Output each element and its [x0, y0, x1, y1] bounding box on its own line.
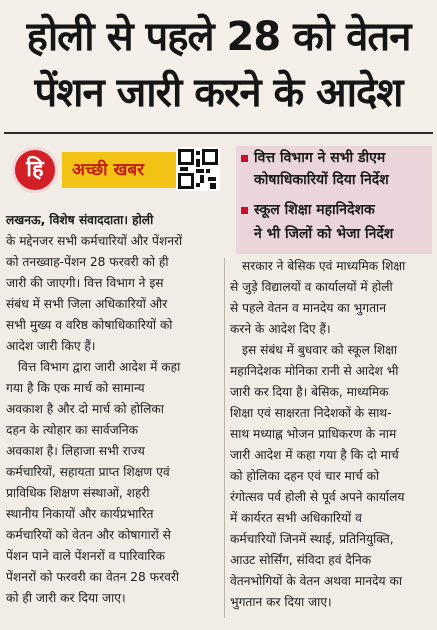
right-line: महानिदेशक मोनिका रानी से आदेश भी	[230, 364, 399, 378]
bullet-1-line-2: कोषाधिकारियों दिया निर्देश	[254, 172, 389, 188]
left-line: को तनख्वाह-पेंशन 28 फरवरी को ही	[6, 255, 169, 269]
right-line: कर्मचारियों जिनमें स्थाई, प्रतिनियुक्ति,	[230, 532, 394, 546]
right-line: को होलिका दहन एवं चार मार्च को	[230, 469, 380, 483]
right-line: भुगतान कर दिया जाए।	[230, 595, 332, 609]
bullet-square-icon	[241, 155, 248, 162]
bullet-2-line-1: स्कूल शिक्षा महानिदेशक	[254, 202, 375, 218]
right-line: शिक्षा एवं साक्षरता निदेशकों के साथ-	[230, 406, 392, 420]
left-line: को ही जारी कर दिया जाए।	[6, 591, 126, 605]
left-line: पेंशन पाने वाले पेंशनरों व पारिवारिक	[6, 549, 165, 563]
right-line: में कार्यरत सभी अधिकारियों व	[230, 511, 362, 525]
left-line: प्राविधिक शिक्षण संस्थाओं, शहरी	[6, 486, 150, 500]
right-line: रंगोत्सव पर्व होली से पूर्व अपने कार्यालय	[230, 490, 405, 504]
left-line: जारी की जाएगी। वित्त विभाग ने इस	[6, 276, 164, 290]
headline-block	[0, 0, 437, 130]
headline-divider	[4, 132, 433, 134]
right-line: आउट सोर्सिंग, संविदा हवं दैनिक	[230, 553, 372, 567]
right-line: जारी आदेश में कहा गया है कि दो मार्च	[230, 448, 399, 462]
left-line: कर्मचारियों को वेतन और कोषागारों से	[6, 528, 171, 542]
left-line: आदेश जारी किए हैं।	[6, 339, 96, 353]
left-line: स्थानीय निकायों और कार्यप्रभारित	[6, 507, 154, 521]
qr-code-icon	[176, 147, 220, 191]
bullet-square-icon	[241, 207, 248, 214]
hindustan-logo: हि	[12, 147, 58, 193]
right-line: जारी कर दिया है। बेसिक, माध्यमिक	[230, 385, 389, 399]
right-line: करने के आदेश दिए हैं।	[230, 322, 331, 336]
right-line: से पहले वेतन व मानदेय का भुगतान	[230, 301, 386, 315]
right-line: वेतनभोगियों के वेतन अथवा मानदेय का	[230, 574, 402, 588]
left-column	[6, 210, 220, 609]
left-line: वित्त विभाग द्वारा जारी आदेश में कहा	[18, 360, 181, 374]
left-line: सभी मुख्य व वरिष्ठ कोषाधिकारियों को	[6, 318, 173, 332]
right-line: से जुड़े विद्यालयों व कार्यालयों में होली	[230, 280, 393, 294]
left-line: कर्मचारियों, सहायता प्राप्त शिक्षण एवं	[6, 465, 170, 479]
column-divider	[224, 258, 225, 618]
highlight-box	[236, 146, 432, 254]
good-news-badge: अच्छी खबर	[62, 152, 180, 188]
bullet-2-line-2: ने भी जिलों को भेजा निर्देश	[254, 226, 394, 242]
left-line: लखनऊ, विशेष संवाददाता। होली	[6, 213, 154, 227]
right-line: सरकार ने बेसिक एवं माध्यमिक शिक्षा	[242, 259, 406, 273]
left-line: पेंशनरों को फरवरी का वेतन 28 फरवरी	[6, 570, 179, 584]
left-line: गया है कि एक मार्च को सामान्य	[6, 381, 145, 395]
right-line: इस संबंध में बुधवार को स्कूल शिक्षा	[242, 343, 398, 357]
headline-line-2: पेंशन जारी करने के आदेश	[34, 70, 403, 116]
left-line: के मद्देनजर सभी कर्मचारियों और पेंशनरों	[6, 234, 183, 248]
left-line: दहन के त्योहार का सार्वजनिक	[6, 423, 138, 437]
left-line: अवकाश है। लिहाजा सभी राज्य	[6, 444, 145, 458]
headline-line-1: होली से पहले 28 को वेतन	[26, 14, 411, 60]
left-line: संबंध में सभी जिला अधिकारियों और	[6, 297, 168, 311]
right-column	[230, 256, 434, 613]
right-line: साथ मध्याह्न भोजन प्राधिकरण के नाम	[230, 427, 397, 441]
bullet-1-line-1: वित्त विभाग ने सभी डीएम	[254, 150, 386, 166]
left-line: अवकाश है और दो मार्च को होलिका	[6, 402, 164, 416]
